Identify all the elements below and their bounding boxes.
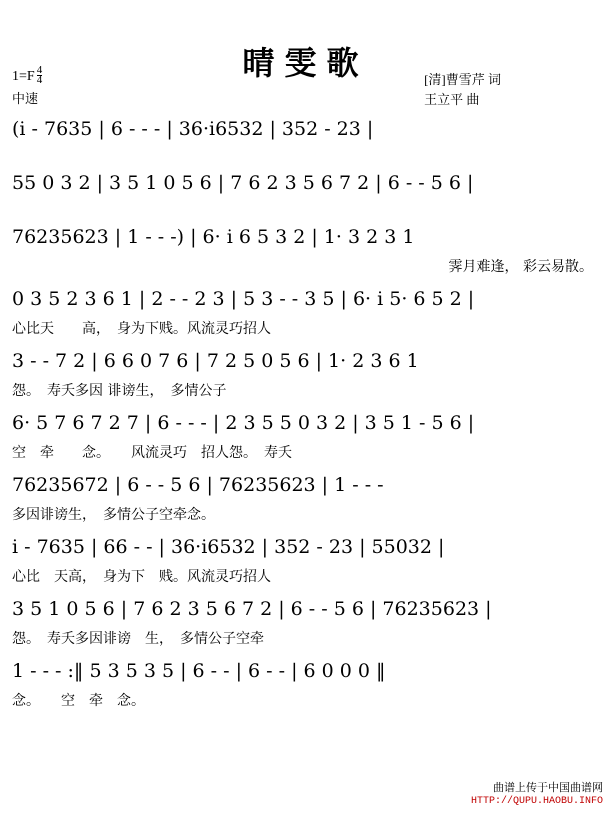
footer-url[interactable]: HTTP://QUPU.HAOBU.INFO: [470, 796, 603, 807]
notation-row: 0 3 5 2 3 6 1 | 2 - - 2 3 | 5 3 - - 3 5 | 6· i 5· 6 5 2 |: [12, 288, 475, 310]
page-title: 晴雯歌: [242, 44, 369, 82]
lyrics-row: 怨。 寿夭多因诽谤 生， 多情公子空牵: [12, 631, 264, 647]
key-signature-block: [12, 66, 42, 85]
notation-row: 55 0 3 2 | 3 5 1 0 5 6 | 7 6 2 3 5 6 7 2 | 6 - - 5 6 |: [12, 172, 474, 194]
lyrics-row: 霁月难逢， 彩云易散。: [448, 259, 593, 275]
notation-row: 3 5 1 0 5 6 | 7 6 2 3 5 6 7 2 | 6 - - 5 6 | 76235623 |: [12, 598, 492, 620]
lyrics-row: 心比天 高， 身为下贱。风流灵巧招人: [12, 321, 271, 337]
notation-row: 3 - - 7 2 | 6 6 0 7 6 | 7 2 5 0 5 6 | 1· 2 3 6 1: [12, 350, 419, 372]
notation-row: i - 7635 | 66 - - | 36·i6532 | 352 - 23 | 55032 |: [12, 536, 445, 558]
notation-row: 76235623 | 1 - - -) | 6· i 6 5 3 2 | 1· 3 2 3 1: [12, 226, 415, 248]
notation-row: 1 - - - :‖ 5 3 5 3 5 | 6 - - | 6 - - | 6 0 0 0 ‖: [12, 660, 386, 682]
composer-credit: 王立平 曲: [424, 92, 480, 107]
notation-row: (i - 7635 | 6 - - - | 36·i6532 | 352 - 23 |: [12, 118, 374, 140]
footer-block: [471, 781, 603, 809]
lyrics-row: 空 牵 念。 风流灵巧 招人怨。 寿夭: [12, 445, 292, 461]
score-line: [0, 350, 611, 412]
score-line: [0, 172, 611, 226]
time-signature: $\frac{4}{4}$: [36, 64, 43, 86]
notation-row: 6· 5 7 6 7 2 7 | 6 - - - | 2 3 5 5 0 3 2 | 3 5 1 - 5 6 |: [12, 412, 475, 434]
score-line: [0, 118, 611, 172]
notation-row: 76235672 | 6 - - 5 6 | 76235623 | 1 - - -: [12, 474, 384, 496]
score-line: [0, 536, 611, 598]
score-line: [0, 598, 611, 660]
score-line: [0, 412, 611, 474]
lyrics-row: 多因诽谤生， 多情公子空牵念。: [12, 507, 215, 523]
score-line: [0, 660, 611, 722]
lyrics-row: 怨。 寿夭多因 诽谤生， 多情公子: [12, 383, 227, 399]
score-line: [0, 474, 611, 536]
key-signature: 1=F: [12, 69, 35, 84]
score-staff: [0, 118, 611, 722]
footer-note: 曲谱上传于中国曲谱网: [493, 782, 603, 794]
lyrics-row: 念。 空 牵 念。: [12, 693, 145, 709]
score-line: [0, 288, 611, 350]
credits-block: [424, 70, 501, 110]
lyrics-row: 心比 天高， 身为下 贱。风流灵巧招人: [12, 569, 271, 585]
score-line: [0, 226, 611, 288]
lyricist-credit: [清]曹雪芹 词: [424, 72, 501, 87]
tempo-marking: 中速: [12, 91, 39, 106]
